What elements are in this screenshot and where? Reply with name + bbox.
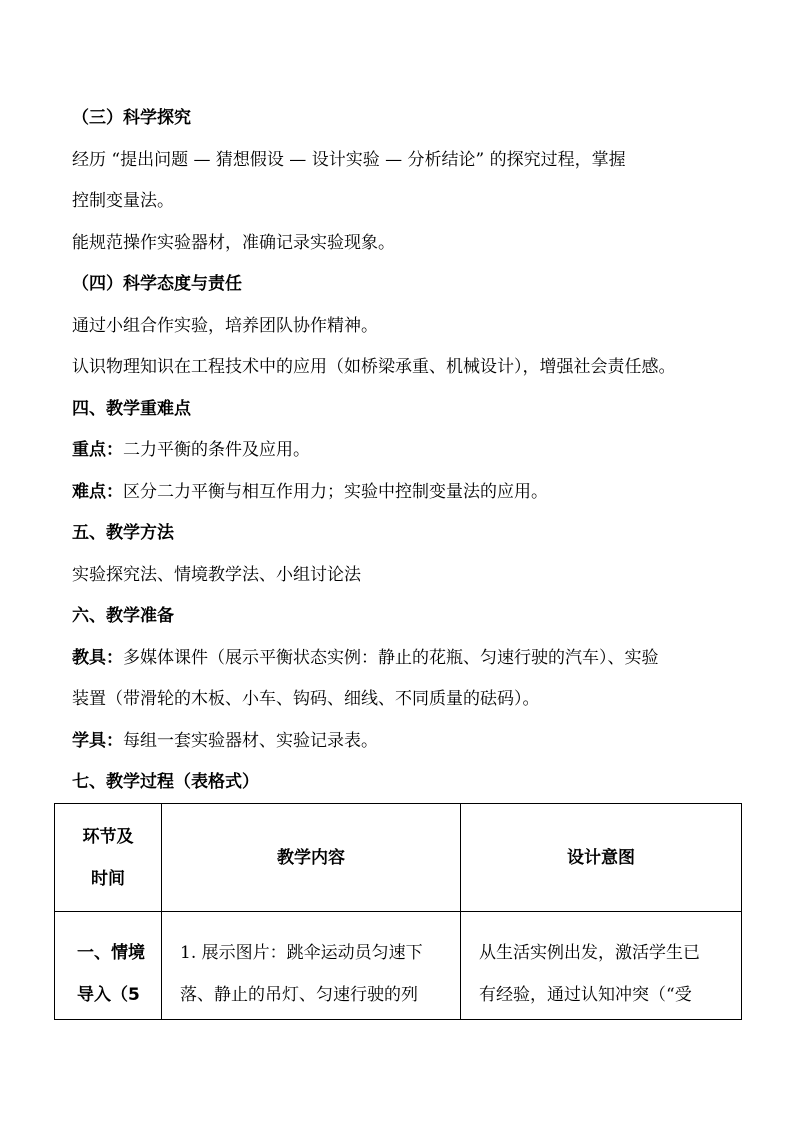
section-3-line-1: 经历 “提出问题 — 猜想假设 — 设计实验 — 分析结论” 的探究过程，掌握: [72, 150, 626, 170]
difficulty-label: 难点：: [72, 482, 123, 502]
student-tools-line: [72, 729, 378, 753]
teaching-process-table: [54, 803, 742, 1020]
header-content: 教学内容: [162, 804, 461, 912]
content-line-1: 1. 展示图片：跳伞运动员匀速下: [180, 943, 423, 963]
methods-text: 实验探究法、情境教学法、小组讨论法: [72, 565, 361, 585]
content-line-2: 落、静止的吊灯、匀速行驶的列: [180, 985, 418, 1005]
header-stage-line-2: 时间: [91, 868, 125, 889]
teacher-tools-line-1: [72, 646, 659, 670]
table-row: [55, 912, 742, 1020]
section-4-line-2: 认识物理知识在工程技术中的应用（如桥梁承重、机械设计），增强社会责任感。: [72, 357, 676, 377]
teacher-tools-text: 多媒体课件（展示平衡状态实例：静止的花瓶、匀速行驶的汽车）、实验: [123, 648, 659, 668]
section-3-heading: （三）科学探究: [72, 108, 191, 128]
student-tools-text: 每组一套实验器材、实验记录表。: [123, 731, 378, 751]
focus-label: 重点：: [72, 440, 123, 460]
stage-line-1: 一、情境: [77, 943, 145, 963]
key-points-heading: 四、教学重难点: [72, 399, 191, 419]
teacher-tools-label: 教具：: [72, 648, 123, 668]
intent-line-2: 有经验，通过认知冲突（“受: [479, 985, 692, 1005]
section-3-line-2: 控制变量法。: [72, 191, 174, 211]
cell-stage: [55, 912, 162, 1020]
key-focus-line: [72, 438, 310, 462]
stage-line-2: 导入（5: [77, 985, 140, 1005]
table-header-row: [55, 804, 742, 912]
section-4-heading: （四）科学态度与责任: [72, 274, 242, 294]
key-difficulty-line: [72, 480, 548, 504]
difficulty-text: 区分二力平衡与相互作用力；实验中控制变量法的应用。: [123, 482, 548, 502]
header-intent: 设计意图: [461, 804, 742, 912]
methods-heading: 五、教学方法: [72, 523, 174, 543]
intent-line-1: 从生活实例出发，激活学生已: [479, 943, 700, 963]
cell-intent: [461, 912, 742, 1020]
header-stage-time: [55, 804, 162, 912]
cell-content: [162, 912, 461, 1020]
process-heading: 七、教学过程（表格式）: [72, 772, 259, 792]
student-tools-label: 学具：: [72, 731, 123, 751]
section-4-line-1: 通过小组合作实验，培养团队协作精神。: [72, 316, 378, 336]
focus-text: 二力平衡的条件及应用。: [123, 440, 310, 460]
section-3-line-3: 能规范操作实验器材，准确记录实验现象。: [72, 233, 395, 253]
teacher-tools-line-2: 装置（带滑轮的木板、小车、钩码、细线、不同质量的砝码）。: [72, 689, 540, 709]
header-stage-line-1: 环节及: [82, 826, 134, 847]
preparation-heading: 六、教学准备: [72, 606, 174, 626]
